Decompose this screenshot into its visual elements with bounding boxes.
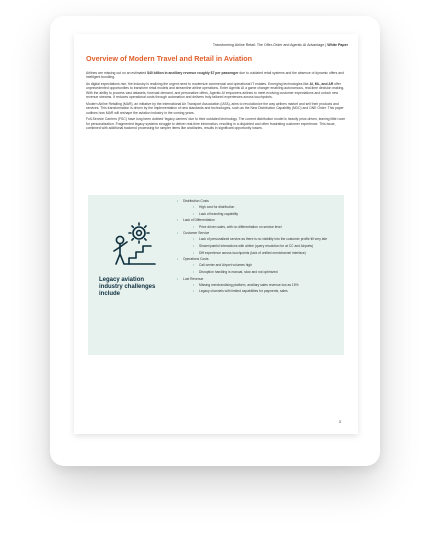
list-item: • Price driven sales, with no differentiation on service level: [183, 225, 337, 229]
list-item: • Call center and Airport volumes high: [183, 263, 337, 267]
list-item: • Diff experience across touchpoints (lack of unified omnichannel interface): [183, 251, 337, 255]
header-title: Transforming Airline Retail: The Offer-Order and Agentic AI Advantage |: [212, 43, 328, 47]
list-item: • Lost Revenue • Missing merchandising platform, ancillary sales revenue low as 15% • Legacy channels with limited capabilities for payments, sales: [177, 277, 337, 294]
document-header: [213, 43, 348, 47]
list-item: • Lack of personalized service as there is no visibility into the customer profile till very late: [183, 237, 337, 241]
document-page: [74, 34, 358, 434]
list-item: • Disruption handling is manual, slow and not optimized: [183, 270, 337, 274]
list-item: • Distribution Costs • High cost for distribution • Lack of branding capability: [177, 199, 337, 216]
list-item: • Missing merchandising platform, ancillary sales revenue low as 15%: [183, 283, 337, 287]
paragraph-4: Full-Service Carriers (FSC) have long been dubbed 'legacy carriers' due to their outdated technology. The current distribution model is heavily price-driven, leaving little room for personalization. Fragmented legacy systems struggle to deliver real-time information, resulting in a disjointed and often frustrating customer experience. This issue, combined with additional backend processing for simpler items like ancillaries, results in significant opportunity losses.: [86, 117, 346, 131]
callout-title: Legacy aviation industry challenges include: [99, 277, 156, 297]
section-title: Overview of Modern Travel and Retail in Aviation: [86, 54, 253, 63]
paragraph-1: Airlines are missing out on an estimated $40 billion in ancillary revenue roughly $7 per passenger due to outdated retail systems and the absence of dynamic offers and intelligent bundling.: [86, 71, 344, 80]
challenges-list: [177, 199, 337, 296]
list-item: • High cost for distribution: [183, 205, 337, 209]
list-item: • Slower/painful interactions with airline (query resolution for at CC and Airports): [183, 244, 337, 248]
list-item: • Operations Costs • Call center and Airport volumes high • Disruption handling is manual, slow and not optimized: [177, 257, 337, 274]
body-text: [86, 71, 348, 133]
paragraph-2: As digital expectations rise, the industry is realizing the urgent need to modernize commercial and operational IT estates. Emerging technologies like AI, ML, and AR offer unprecedented opportunities to transform retail models and streamline airline operations. Enter Agentic AI a game changer enabling autonomous, real-time decision making. With the ability to process vast datasets, forecast demand, and personalize offers, Agentic AI empowers airlines to meet evolving customer expectations and unlock new revenue streams. It reduces operational costs through automation and delivers truly tailored experiences across touchpoints.: [86, 82, 345, 100]
header-doc-type: White Paper: [327, 43, 348, 47]
person-with-gear-and-stairs-icon: [105, 222, 161, 266]
paragraph-3: Modern Airline Retailing (MAR), an initiative by the International Air Transport Association (IATA), aims to revolutionize the way airlines market and sell their products and services. This transformation is driven by the implementation of new standards and technologies, such as the New Distribution Capability (NDC) and ONE Order. This paper outlines how MAR will reshape the aviation industry in the coming years.: [86, 101, 344, 115]
list-item: • Lack of branding capability: [183, 212, 337, 216]
list-item: • Customer Service • Lack of personalized service as there is no visibility into the customer profile till very late • Slower/painful interactions with airline (query resolution for at CC and Airports) • Diff experience across touchpoints (lack of unified omnichannel interface): [177, 231, 337, 255]
page-number: 3: [338, 419, 341, 424]
list-item: • Lack of Differentiation • Price driven sales, with no differentiation on service level: [177, 218, 337, 228]
challenges-callout: [88, 195, 344, 355]
list-item: • Legacy channels with limited capabilities for payments, sales: [183, 289, 337, 293]
